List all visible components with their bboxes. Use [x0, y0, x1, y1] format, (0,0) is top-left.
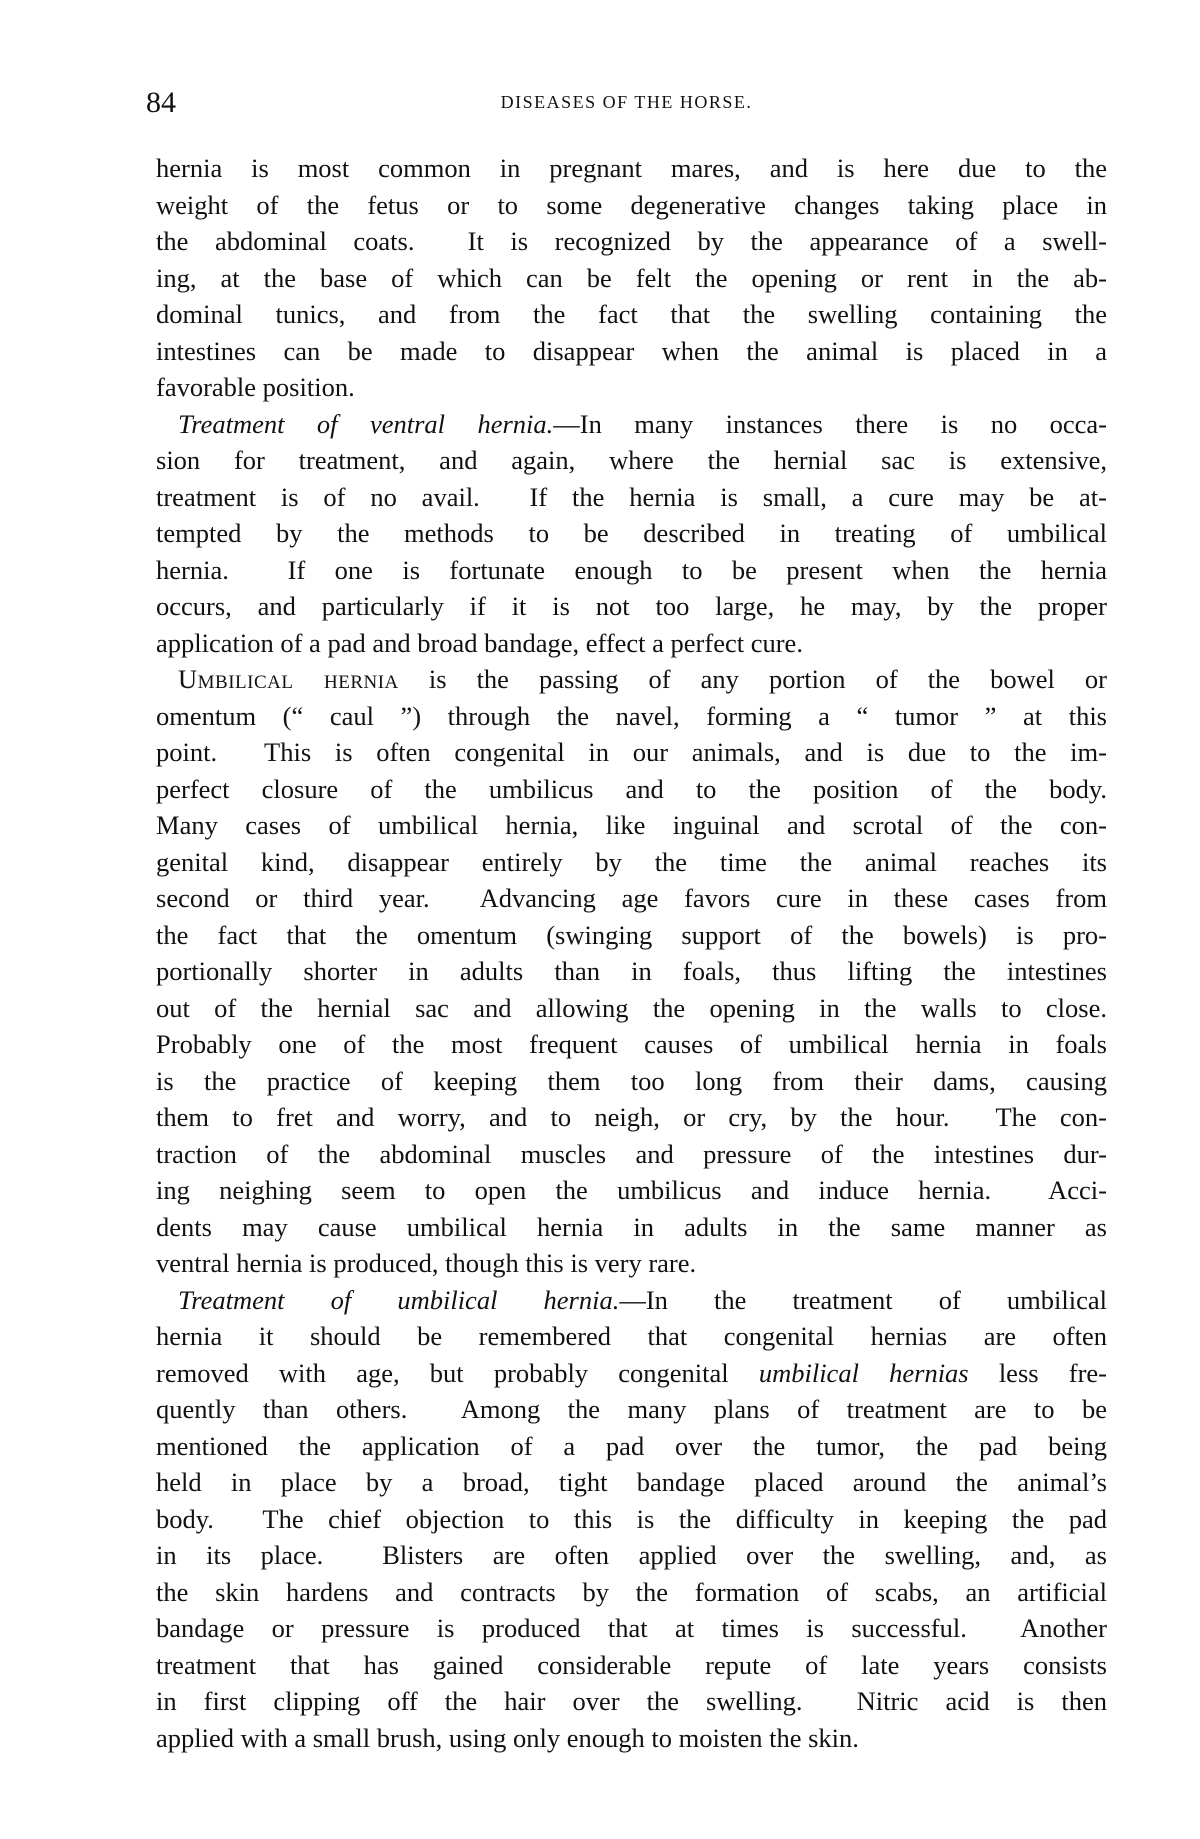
section-heading: Treatment of ventral hernia.	[178, 408, 554, 439]
text-line	[156, 1245, 1107, 1282]
text-segment: genital kind, disappear entirely by the time the animal reaches its	[156, 846, 1107, 877]
text-line	[156, 1355, 1107, 1392]
emphasis: umbilical hernias	[758, 1357, 969, 1388]
running-title: DISEASES OF THE HORSE.	[500, 92, 753, 112]
text-segment: treatment is of no avail. If the hernia is small, a cure may be at-	[156, 481, 1107, 512]
text-line	[156, 1647, 1107, 1684]
text-segment: Many cases of umbilical hernia, like inguinal and scrotal of the con-	[156, 810, 1107, 840]
term-heading: Umbilical hernia	[178, 664, 399, 694]
text-line	[156, 1063, 1107, 1100]
text-segment: applied with a small brush, using only enough to moisten the skin.	[156, 1722, 859, 1753]
paragraph	[156, 1282, 1107, 1757]
text-segment: quently than others. Among the many plans of treatment are to be	[156, 1394, 1107, 1424]
text-line	[156, 1610, 1107, 1647]
text-segment: intestines can be made to disappear when the animal is placed in a	[156, 335, 1107, 366]
text-line	[156, 1574, 1107, 1611]
text-line	[156, 1428, 1107, 1465]
text-line	[156, 625, 1107, 662]
text-segment: ventral hernia is produced, though this is very rare.	[156, 1248, 697, 1278]
text-segment: bandage or pressure is produced that at times is successful. Another	[156, 1613, 1107, 1643]
text-segment: in first clipping off the hair over the swelling. Nitric acid is then	[156, 1686, 1107, 1716]
text-segment: favorable position.	[156, 372, 355, 402]
text-line	[156, 1318, 1107, 1355]
text-segment: point. This is often congenital in our animals, and is due to the im-	[156, 737, 1107, 767]
text-line	[156, 406, 1107, 443]
text-line	[156, 880, 1107, 917]
text-segment: ing, at the base of which can be felt the opening or rent in the ab-	[156, 262, 1107, 293]
text-segment: —In the treatment of umbilical	[619, 1284, 1107, 1315]
text-line	[156, 150, 1107, 187]
text-segment: omentum (“ caul ”) through the navel, forming a “ tumor ” at this	[156, 700, 1107, 731]
page-header	[146, 86, 1107, 122]
text-segment: mentioned the application of a pad over the tumor, the pad being	[156, 1430, 1107, 1461]
text-line	[156, 698, 1107, 735]
text-segment: hernia is most common in pregnant mares, and is here due to the	[156, 153, 1107, 183]
paragraph	[156, 406, 1107, 662]
text-segment: held in place by a broad, tight bandage placed around the animal’s	[156, 1467, 1107, 1497]
text-segment: Probably one of the most frequent causes of umbilical hernia in foals	[156, 1029, 1107, 1059]
text-line	[156, 1282, 1107, 1319]
text-segment: the abdominal coats. It is recognized by the appearance of a swell-	[156, 226, 1107, 256]
text-segment: treatment that has gained considerable repute of late years consists	[156, 1649, 1107, 1680]
text-line	[156, 734, 1107, 771]
paragraph	[156, 661, 1107, 1282]
text-line	[156, 771, 1107, 808]
text-line	[156, 479, 1107, 516]
text-segment: tempted by the methods to be described in treating of umbilical	[156, 518, 1107, 548]
text-segment: is the passing of any portion of the bowel or	[398, 664, 1108, 694]
text-segment: is the practice of keeping them too long from their dams, causing	[156, 1065, 1107, 1096]
text-segment: traction of the abdominal muscles and pressure of the intestines dur-	[156, 1138, 1107, 1169]
text-line	[156, 260, 1107, 297]
text-segment: hernia. If one is fortunate enough to be present when the hernia	[156, 554, 1107, 585]
text-segment: ing neighing seem to open the umbilicus and induce hernia. Acci-	[156, 1175, 1107, 1205]
text-line	[156, 333, 1107, 370]
text-line	[156, 588, 1107, 625]
text-segment: removed with age, but probably congenital	[156, 1357, 759, 1388]
text-line	[156, 1391, 1107, 1428]
text-line	[156, 369, 1107, 406]
page-body	[156, 150, 1107, 1756]
text-segment: perfect closure of the umbilicus and to the position of the body.	[156, 773, 1107, 804]
text-segment: sion for treatment, and again, where the hernial sac is extensive,	[156, 445, 1107, 475]
text-line	[156, 661, 1107, 698]
text-segment: in its place. Blisters are often applied over the swelling, and, as	[156, 1540, 1107, 1570]
text-line	[156, 223, 1107, 260]
text-line	[156, 1209, 1107, 1246]
text-line	[156, 1136, 1107, 1173]
text-line	[156, 187, 1107, 224]
text-line	[156, 1172, 1107, 1209]
text-segment: them to fret and worry, and to neigh, or cry, by the hour. The con-	[156, 1102, 1107, 1132]
text-line	[156, 1026, 1107, 1063]
text-line	[156, 953, 1107, 990]
text-segment: second or third year. Advancing age favors cure in these cases from	[156, 883, 1107, 913]
text-segment: dominal tunics, and from the fact that the swelling containing the	[156, 299, 1107, 329]
text-line	[156, 807, 1107, 844]
text-segment: —In many instances there is no occa-	[553, 408, 1107, 439]
text-segment: weight of the fetus or to some degenerative changes taking place in	[156, 189, 1107, 220]
text-line	[156, 1537, 1107, 1574]
text-segment: out of the hernial sac and allowing the opening in the walls to close.	[156, 992, 1107, 1023]
text-line	[156, 1464, 1107, 1501]
text-line	[156, 917, 1107, 954]
text-segment: hernia it should be remembered that congenital hernias are often	[156, 1321, 1107, 1351]
text-segment: the skin hardens and contracts by the formation of scabs, an artificial	[156, 1576, 1107, 1607]
text-line	[156, 442, 1107, 479]
text-segment: body. The chief objection to this is the difficulty in keeping the pad	[156, 1503, 1107, 1534]
text-segment: dents may cause umbilical hernia in adults in the same manner as	[156, 1211, 1107, 1242]
section-heading: Treatment of umbilical hernia.	[178, 1284, 620, 1315]
text-line	[156, 990, 1107, 1027]
text-line	[156, 844, 1107, 881]
text-segment: less fre-	[968, 1357, 1107, 1388]
text-segment: application of a pad and broad bandage, effect a perfect cure.	[156, 627, 803, 658]
paragraph	[156, 150, 1107, 406]
text-line	[156, 552, 1107, 589]
text-line	[156, 515, 1107, 552]
text-segment: the fact that the omentum (swinging support of the bowels) is pro-	[156, 919, 1107, 950]
text-segment: portionally shorter in adults than in foals, thus lifting the intestines	[156, 956, 1107, 986]
text-segment: occurs, and particularly if it is not too large, he may, by the proper	[156, 591, 1107, 621]
text-line	[156, 1501, 1107, 1538]
text-line	[156, 1720, 1107, 1757]
text-line	[156, 296, 1107, 333]
text-line	[156, 1099, 1107, 1136]
text-line	[156, 1683, 1107, 1720]
page-number: 84	[146, 86, 176, 119]
